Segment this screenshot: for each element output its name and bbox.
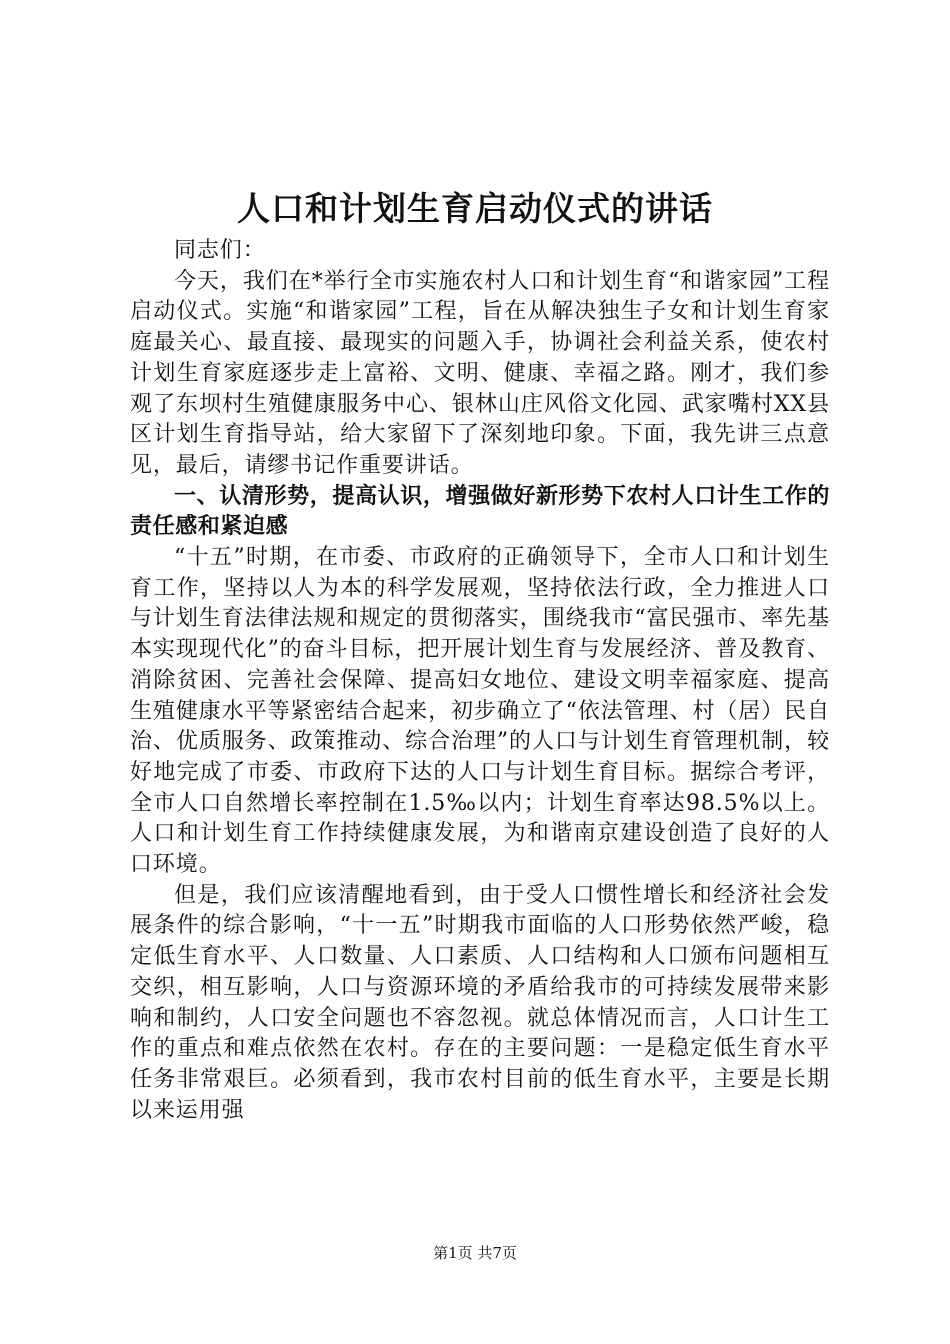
document-title: 人口和计划生育启动仪式的讲话 [237, 189, 713, 228]
section-heading: 一、认清形势，提高认识，增强做好新形势下农村人口计生工作的责任感和紧迫感 [130, 483, 830, 540]
paragraph-intro: 今天，我们在*举行全市实施农村人口和计划生育“和谐家园”工程启动仪式。实施“和谐家园”工程，旨在从解决独生子女和计划生育家庭最关心、最直接、最现实的问题入手，协调社会利益关系，使农村计划生育家庭逐步走上富裕、文明、健康、幸福之路。刚才，我们参观了东坝村生殖健康服务中心、银林山庄风俗文化园、武家嘴村XX县区计划生育指导站，给大家留下了深刻地印象。下面，我先讲三点意见，最后，请缪书记作重要讲话。 [130, 268, 830, 478]
paragraph-achievements: “十五”时期，在市委、市政府的正确领导下，全市人口和计划生育工作，坚持以人为本的科学发展观，坚持依法行政，全力推进人口与计划生育法律法规和规定的贯彻落实，围绕我市“富民强市、率先基本实现现代化”的奋斗目标，把开展计划生育与发展经济、普及教育、消除贫困、完善社会保障、提高妇女地位、建设文明幸福家庭、提高生殖健康水平等紧密结合起来，初步确立了“依法管理、村（居）民自治、优质服务、政策推动、综合治理”的人口与计划生育管理机制，较好地完成了市委、市政府下达的人口与计划生育目标。据综合考评，全市人口自然增长率控制在1.5‰以内；计划生育率达98.5%以上。人口和计划生育工作持续健康发展，为和谐南京建设创造了良好的人口环境。 [130, 545, 830, 878]
page-number-footer: 第1页 共7页 [433, 1244, 517, 1262]
salutation: 同志们： [174, 238, 266, 263]
paragraph-challenges: 但是，我们应该清醒地看到，由于受人口惯性增长和经济社会发展条件的综合影响，“十一五”时期我市面临的人口形势依然严峻，稳定低生育水平、人口数量、人口素质、人口结构和人口颁布问题相互交织，相互影响，人口与资源环境的矛盾给我市的可持续发展带来影响和制约，人口安全问题也不容忽视。就总体情况而言，人口计生工作的重点和难点依然在农村。存在的主要问题：一是稳定低生育水平任务非常艰巨。必须看到，我市农村目前的低生育水平，主要是长期以来运用强 [130, 882, 830, 1123]
document-body [130, 236, 830, 1126]
